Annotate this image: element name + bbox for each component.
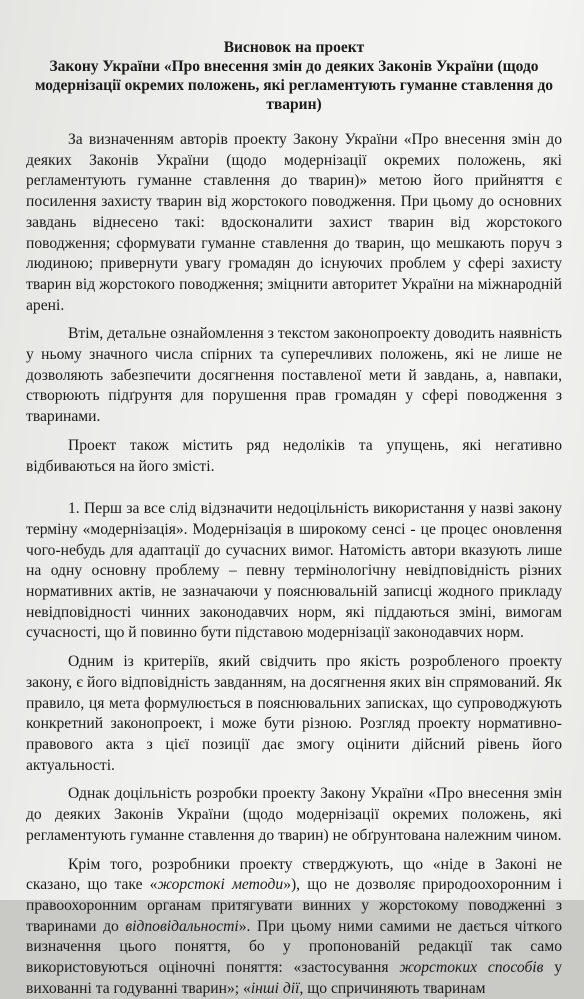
document-title-line-2: модернізації окремих положень, які регламентують гуманне ставлення до: [26, 76, 562, 95]
paragraph-shortcomings: Проект також містить ряд недоліків та упущень, які негативно відбиваються на його змісті.: [26, 436, 562, 477]
document-header: [26, 38, 562, 114]
text-run: , що спричиняють тваринам: [299, 980, 485, 997]
document-heading: Висновок на проект: [26, 38, 562, 57]
italic-run: інші дії: [251, 980, 300, 997]
italic-run: жорстоких способів: [399, 959, 543, 976]
paragraph-developers-claims: [26, 855, 562, 999]
italic-run: жорстокі методи: [157, 876, 283, 893]
text-run: »), що не дозволяє природоохоронним і правоохоронним органам притягувати винних у жорстокому поводженні з тваринами до: [26, 876, 562, 934]
paragraph-purpose: За визначенням авторів проекту Закону України «Про внесення змін до деяких Законів України (щодо модернізації окремих положень, які регламентують гуманне ставлення до тварин)» метою його прийняття є посилення захисту тварин від жорстокого поводження. При цьому до основних завдань віднесено такі: вдосконалити захист тварин від жорстокого поводження; сформувати гуманне ставлення до тварин, що мешкають поруч з людиною; привернути увагу громадян до існуючих проблем у сфері захисту тварин від жорстокого поводження; зміцнити авторитет України на міжнародній арені.: [26, 130, 562, 316]
document-title-line-1: Закону України «Про внесення змін до деяких Законів України (щодо: [26, 57, 562, 76]
text-run: Крім того, розробники проекту стверджують, що «ніде в Законі не сказано, що таке «: [26, 856, 562, 894]
paragraph-criteria: Одним із критеріїв, який свідчить про якість розробленого проекту закону, є його відповідність завданням, на досягнення яких він спрямований. Як правило, ця мета формулюється в пояснювальних записках, що супроводжують конкретний законопроект, і може бути різною. Розгляд проекту нормативно-правового акта з цієї позиції дає змогу оцінити дійсний рівень його актуальності.: [26, 652, 562, 776]
text-run: ». При цьому ними самими не дається чіткого визначення цього поняття, бо у пропонованій редакції так само використовуються оціночні поняття: «застосування: [26, 918, 562, 976]
paragraph-point-1: 1. Перш за все слід відзначити недоцільність використання у назві закону терміну «модернізація». Модернізація в широкому сенсі - це процес оновлення чого-небудь для адаптації до сучасних вимог. Натомість автори вказують лише на одну основну проблему – певну термінологічну невідповідність різних нормативних актів, не зазначаючи у пояснювальній записці жодного прикладу невідповідності чинних законодавчих норм, які піддаються зміні, вимогам сучасності, що й повинно бути підставою модернізації законодавчих норм.: [26, 499, 562, 644]
paragraph-contradictions: Втім, детальне ознайомлення з текстом законопроекту доводить наявність у ньому значного числа спірних та суперечливих положень, які не лише не дозволяють забезпечити досягнення поставленої мети й завдань, а, навпаки, створюють підґрунтя для порушення прав громадян у сфері поводження з тваринами.: [26, 324, 562, 428]
italic-run: відповідальності: [125, 918, 238, 935]
text-run: у вихованні та годуванні тварин»; «: [26, 959, 562, 997]
document-title-line-3: тварин): [26, 95, 562, 114]
paragraph-justification: Однак доцільність розробки проекту Закону України «Про внесення змін до деяких Законів України (щодо модернізації окремих положень, які регламентують гуманне ставлення до тварин) не обґрунтована належним чином.: [26, 784, 562, 846]
